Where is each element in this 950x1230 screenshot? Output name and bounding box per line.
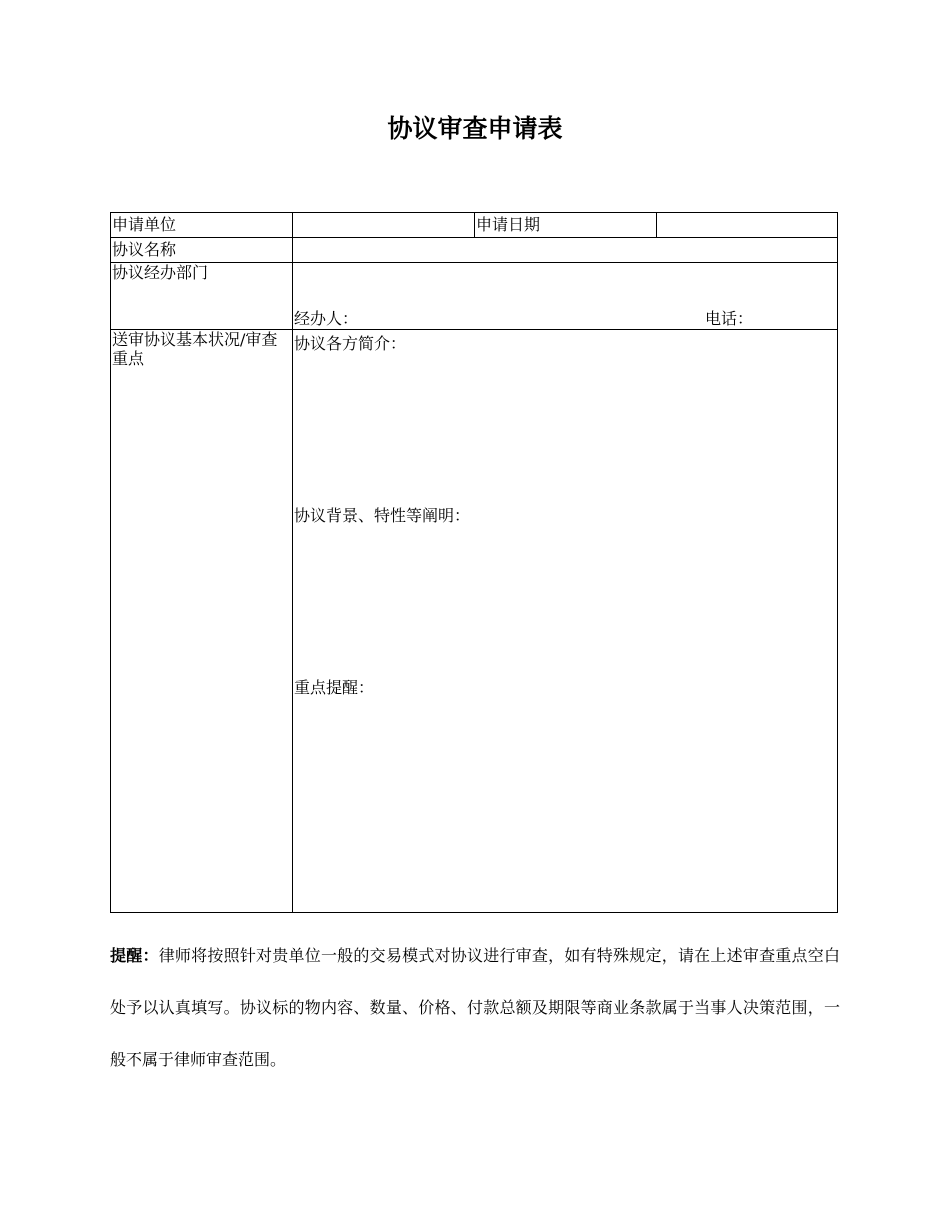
dept-label: 协议经办部门 xyxy=(111,263,293,330)
handler-label: 经办人： xyxy=(294,309,359,328)
background-label: 协议背景、特性等阐明： xyxy=(294,506,471,525)
key-points-label: 重点提醒： xyxy=(294,678,375,697)
review-application-form xyxy=(110,212,838,913)
apply-date-label: 申请日期 xyxy=(475,213,657,238)
dept-field[interactable] xyxy=(293,263,838,330)
basics-field[interactable] xyxy=(293,330,838,913)
form-row-applicant xyxy=(111,213,838,238)
form-row-agreement-name xyxy=(111,238,838,263)
basics-label: 送审协议基本状况/审查重点 xyxy=(111,330,293,913)
notice-lead: 提醒： xyxy=(110,946,159,965)
applicant-unit-label: 申请单位 xyxy=(111,213,293,238)
agreement-name-field[interactable] xyxy=(293,238,838,263)
parties-intro-label: 协议各方简介： xyxy=(294,334,407,353)
notice-text: 律师将按照针对贵单位一般的交易模式对协议进行审查，如有特殊规定，请在上述审查重点空白处予以认真填写。协议标的物内容、数量、价格、付款总额及期限等商业条款属于当事人决策范围，一般不属于律师审查范围。 xyxy=(110,946,840,1069)
agreement-name-label: 协议名称 xyxy=(111,238,293,263)
form-row-department xyxy=(111,263,838,330)
phone-label: 电话： xyxy=(705,309,754,328)
page-title: 协议审查申请表 xyxy=(387,114,563,143)
applicant-unit-field[interactable] xyxy=(293,213,475,238)
apply-date-field[interactable] xyxy=(657,213,838,238)
notice-paragraph xyxy=(110,930,840,1086)
form-row-basics xyxy=(111,330,838,913)
